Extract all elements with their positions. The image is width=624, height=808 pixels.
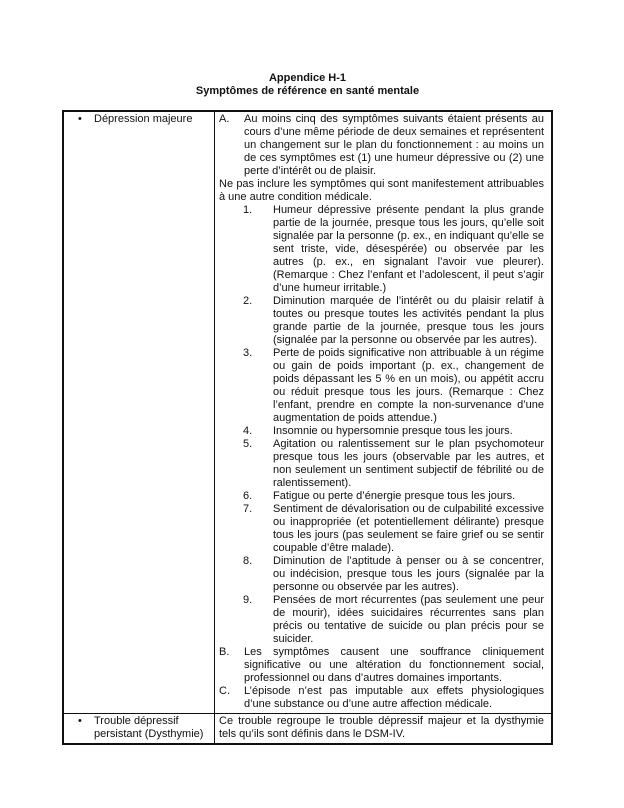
symptom-5-number: 5. [243,438,253,450]
reference-table-container [62,110,553,745]
symptom-4-number: 4. [243,425,253,437]
criterion-b-text: Les symptômes causent une souffrance cliniquement significative ou une altération du fonctionnement social, professionnel ou dans d’autres domaines importants. [244,646,544,684]
bullet-icon: • [78,715,82,727]
symptom-4-text: Insomnie ou hypersomnie presque tous les jours. [273,425,513,437]
term-cell-persistent-depressive [63,714,215,745]
symptom-1 [243,204,544,295]
criterion-c [219,685,544,711]
symptom-1-number: 1. [243,204,253,216]
definition-cell-major-depression [215,111,553,714]
definition-text: Ce trouble regroupe le trouble dépressif majeur et la dysthymie tels qu’ils sont définis dans le DSM-IV. [219,715,544,740]
table-row-major-depression [63,111,552,714]
symptom-6 [243,490,544,503]
term-label: Dépression majeure [94,113,193,125]
doc-title-line1: Appendice H-1 [268,72,346,84]
symptom-3 [243,347,544,425]
definition-cell-persistent-depressive [215,714,553,745]
symptom-6-text: Fatigue ou perte d’énergie presque tous les jours. [273,490,516,502]
symptom-9-text: Pensées de mort récurrentes (pas seulement une peur de mourir), idées suicidaires récurrentes sans plan précis ou tentative de suicide ou plan précis pour se suicider. [273,594,544,645]
symptom-7-text: Sentiment de dévalorisation ou de culpabilité excessive ou inappropriée (et potentiellement délirante) presque tous les jours (pas seulement se faire grief ou se sentir coupable d’être malade). [273,503,544,554]
symptom-7-number: 7. [243,503,253,515]
criterion-c-text: L’épisode n’est pas imputable aux effets physiologiques d’une substance ou d’une autre affection médicale. [244,685,544,710]
bullet-icon: • [78,113,82,125]
symptom-7 [243,503,544,555]
symptom-8-text: Diminution de l’aptitude à penser ou à se concentrer, ou indécision, presque tous les jours (signalée par la personne ou observée par les autres). [273,555,544,593]
table-row-persistent-depressive-disorder [63,714,552,745]
symptom-2 [243,295,544,347]
symptom-3-text: Perte de poids significative non attribuable à un régime ou gain de poids important (p. ex., changement de poids dépassant les 5 % en un mois), ou appétit accru ou réduit presque tous les jours. (Remarque : Chez l’enfant, prendre en compte la non-survenance d’une augmentation de poids attendue.) [273,347,544,424]
term [78,113,212,126]
criterion-b-marker: B. [219,646,230,658]
criterion-c-marker: C. [219,685,230,697]
symptom-4 [243,425,544,438]
exclusion-note: Ne pas inclure les symptômes qui sont manifestement attribuables à une autre condition médicale. [219,178,544,203]
term-label: Trouble dépressif persistant (Dysthymie) [94,715,204,740]
symptom-2-text: Diminution marquée de l’intérêt ou du plaisir relatif à toutes ou presque toutes les activités pendant la plus grande partie de la journée, presque tous les jours (signalée par la personne ou observée par les autres). [273,295,544,346]
symptom-2-number: 2. [243,295,253,307]
symptom-3-number: 3. [243,347,253,359]
symptoms-reference-table [62,110,553,745]
term-cell-major-depression [63,111,215,714]
doc-title-line2: Symptômes de référence en santé mentale [195,85,420,97]
doc-title [62,72,553,98]
symptom-5 [243,438,544,490]
criterion-a-text: Au moins cinq des symptômes suivants étaient présents au cours d’une même période de deux semaines et représentent un changement sur le plan du fonctionnement : au moins un de ces symptômes est (1) une humeur dépressive ou (2) une perte d’intérêt ou de plaisir. [244,113,544,177]
symptom-9 [243,594,544,646]
term [78,715,212,741]
symptom-5-text: Agitation ou ralentissement sur le plan psychomoteur presque tous les jours (observable par les autres, et non seulement un sentiment subjectif de fébrilité ou de ralentissement). [273,438,544,489]
criterion-a [219,113,544,178]
symptom-8 [243,555,544,594]
symptom-9-number: 9. [243,594,253,606]
criterion-a-marker: A. [219,113,230,125]
symptom-6-number: 6. [243,490,253,502]
criterion-b [219,646,544,685]
symptom-8-number: 8. [243,555,253,567]
symptom-1-text: Humeur dépressive présente pendant la plus grande partie de la journée, presque tous les jours, qu’elle soit signalée par la personne (p. ex., en indiquant qu’elle se sent triste, vide, désespérée) ou observée par les autres (p. ex., en signalant l’avoir vue pleurer). (Remarque : Chez l’enfant et l’adolescent, il peut s’agir d’une humeur irritable.) [273,204,544,294]
